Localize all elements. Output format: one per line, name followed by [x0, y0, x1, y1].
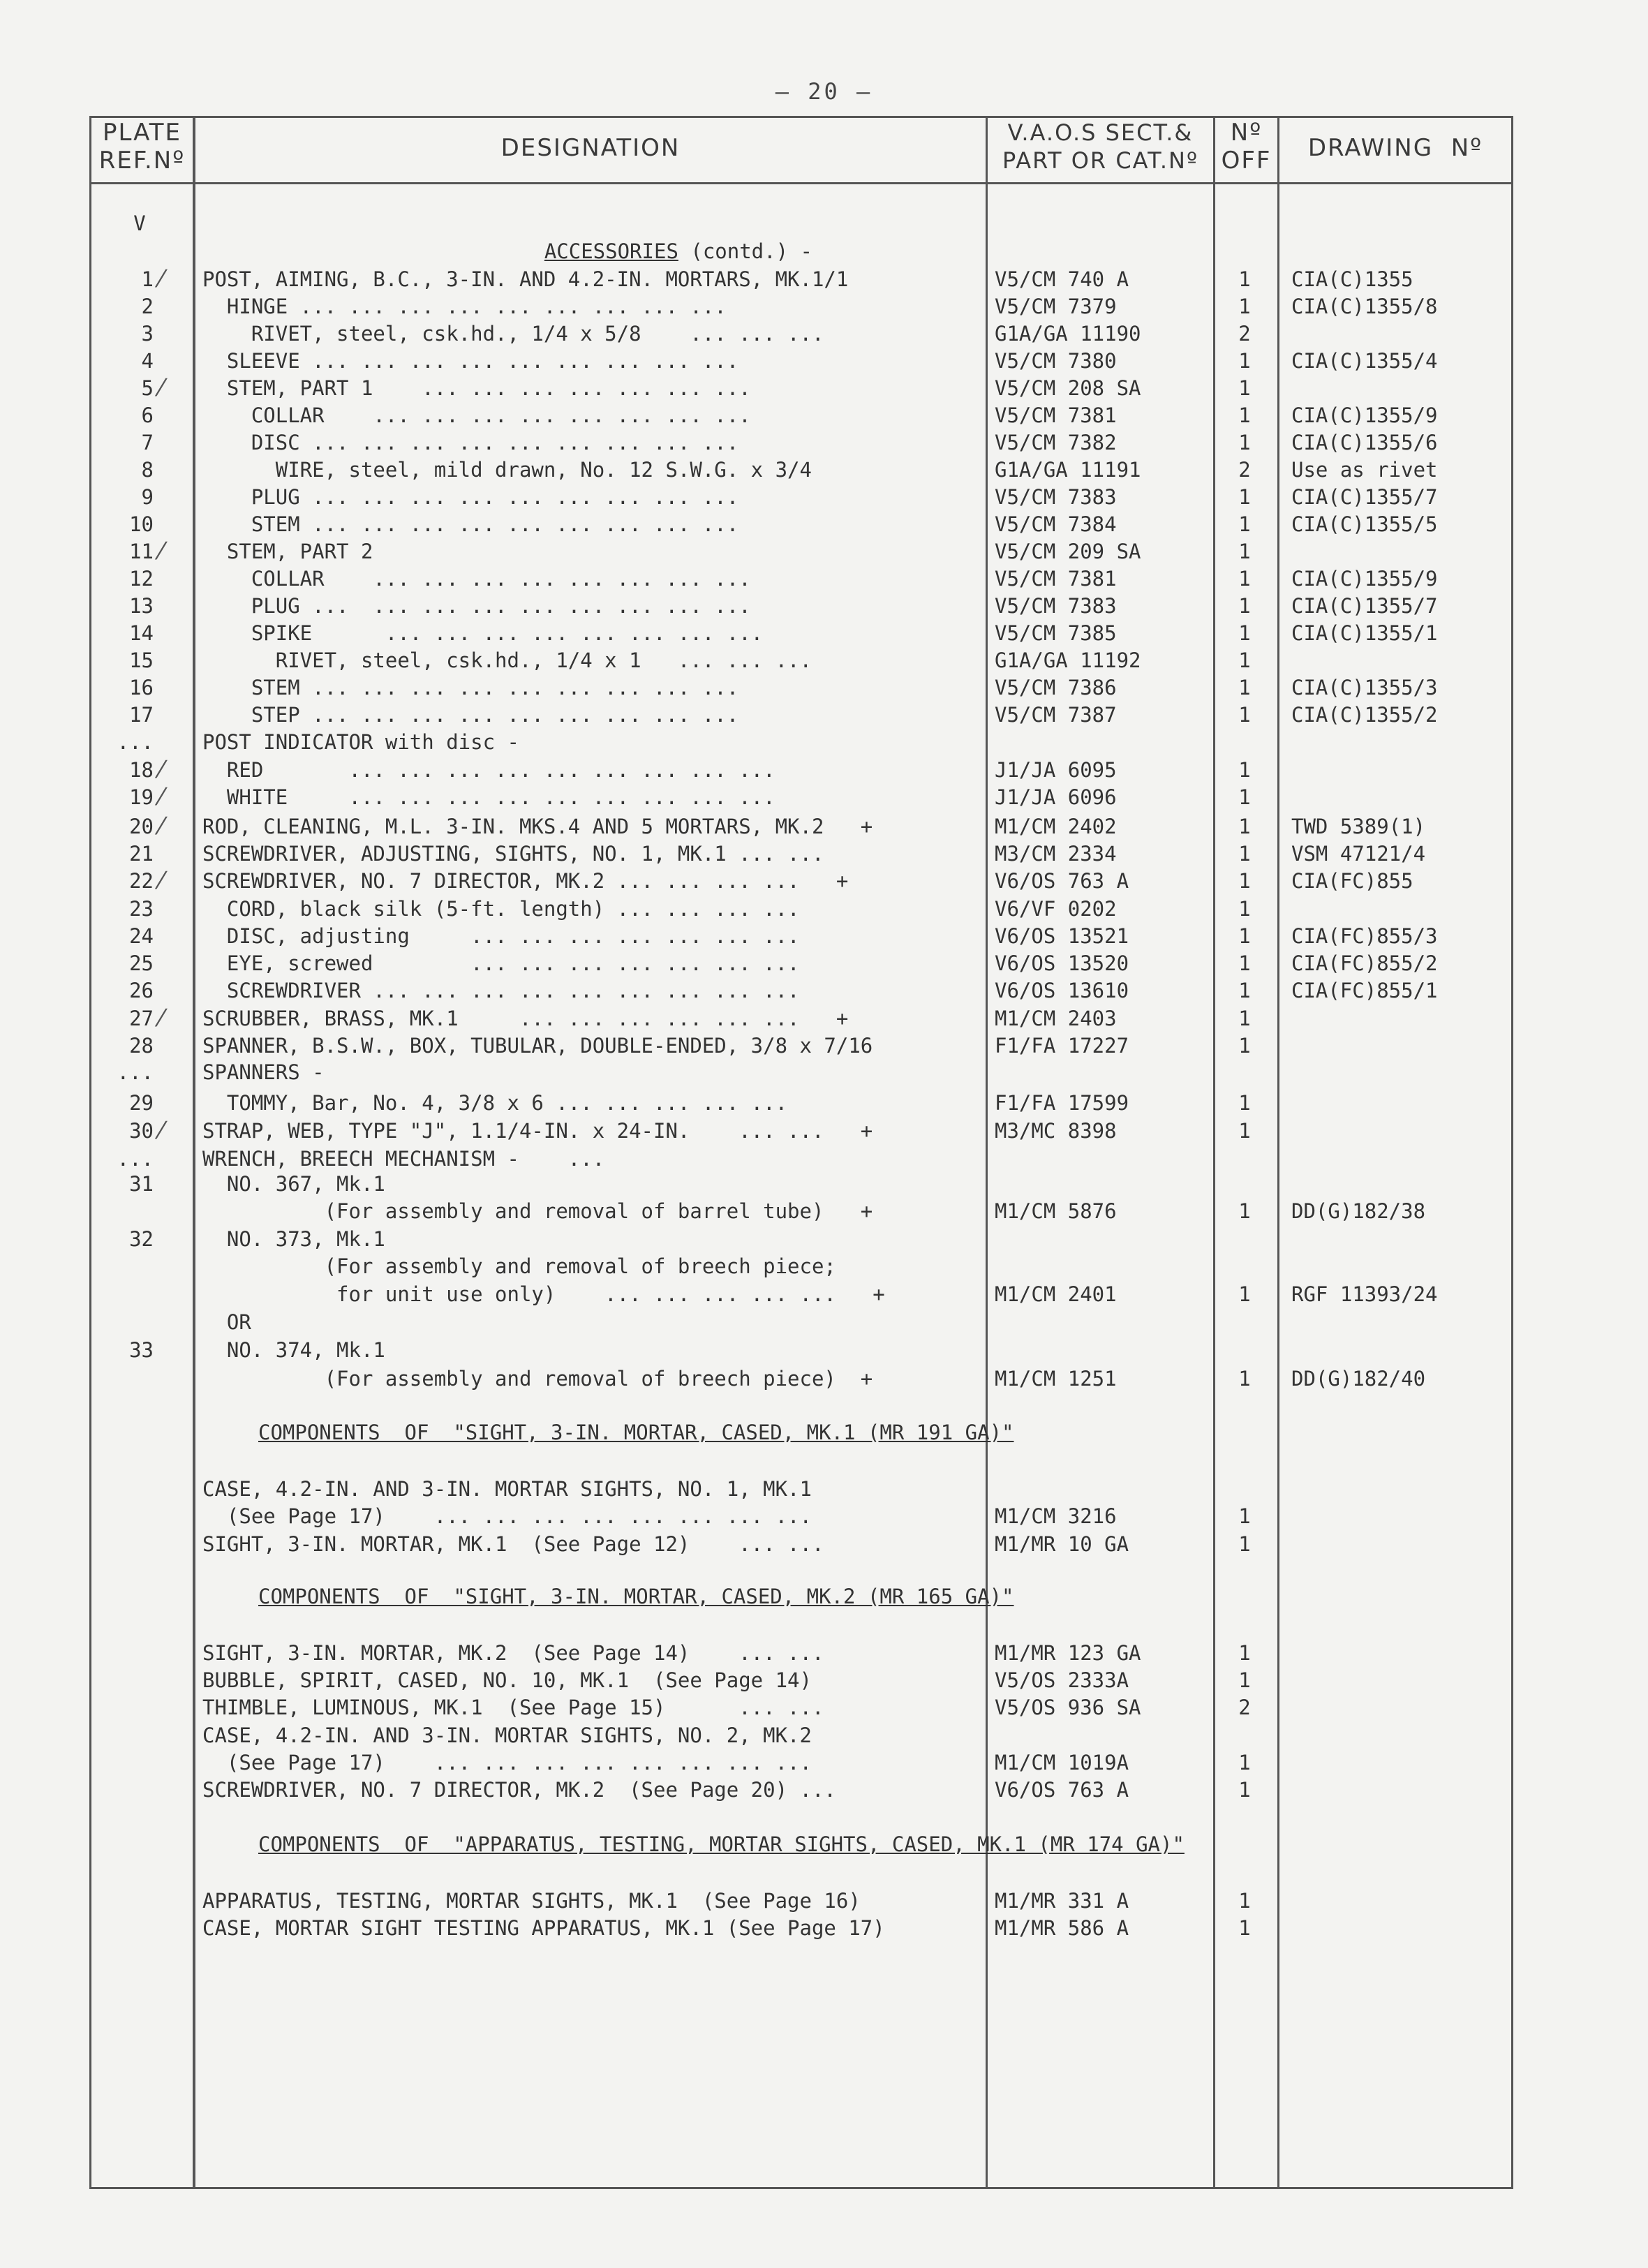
- designation: SPANNER, B.S.W., BOX, TUBULAR, DOUBLE-ENDED, 3/8 x 7/16: [202, 1034, 873, 1058]
- table-row: [0, 783, 1648, 811]
- part-number: M1/CM 1019A: [995, 1751, 1129, 1774]
- header-plate-ref-line1: PLATE: [102, 119, 182, 147]
- drawing-number: CIA(C)1355/2: [1291, 703, 1438, 727]
- quantity-off: 1: [1238, 1199, 1251, 1223]
- table-row: [0, 374, 1648, 402]
- drawing-number: DD(G)182/38: [1291, 1199, 1426, 1223]
- table-row: [0, 538, 1648, 565]
- tick-mark-icon: ⁄: [159, 265, 163, 293]
- part-number: M1/CM 2402: [995, 815, 1117, 838]
- designation: NO. 367, Mk.1: [202, 1172, 385, 1196]
- designation: for unit use only) ... ... ... ... ... +: [202, 1282, 885, 1306]
- plate-ref: 16: [129, 676, 154, 699]
- plate-ref: 31: [129, 1172, 154, 1196]
- designation: STEM, PART 2: [202, 540, 373, 563]
- designation: (For assembly and removal of breech piece) +: [202, 1367, 873, 1391]
- part-number: V5/CM 7384: [995, 512, 1117, 536]
- designation: (For assembly and removal of barrel tube) +: [202, 1199, 873, 1223]
- plate-ref: 32: [129, 1227, 154, 1251]
- quantity-off: 1: [1238, 1532, 1251, 1556]
- table-row: [0, 728, 1648, 756]
- quantity-off: 1: [1238, 703, 1251, 727]
- designation: (For assembly and removal of breech piece;: [202, 1254, 836, 1278]
- designation: SCREWDRIVER, ADJUSTING, SIGHTS, NO. 1, MK.1 ... ...: [202, 842, 824, 866]
- part-number: V5/CM 7379: [995, 295, 1117, 318]
- quantity-off: 1: [1238, 512, 1251, 536]
- part-number: M1/CM 5876: [995, 1199, 1117, 1223]
- quantity-off: 1: [1238, 431, 1251, 454]
- drawing-number: Use as rivet: [1291, 458, 1438, 482]
- designation: RIVET, steel, csk.hd., 1/4 x 5/8 ... ... ...: [202, 322, 824, 346]
- designation: TOMMY, Bar, No. 4, 3/8 x 6 ... ... ... ... ...: [202, 1091, 788, 1115]
- part-number: M1/MR 331 A: [995, 1889, 1129, 1913]
- table-row: [0, 1693, 1648, 1721]
- table-row: [0, 1170, 1648, 1198]
- part-number: V6/OS 763 A: [995, 869, 1129, 893]
- designation: (See Page 17) ... ... ... ... ... ... ... ...: [202, 1751, 812, 1774]
- designation: POST INDICATOR with disc -: [202, 730, 519, 754]
- part-number: V6/OS 13610: [995, 979, 1129, 1002]
- quantity-off: 1: [1238, 1504, 1251, 1528]
- quantity-off: 2: [1238, 1696, 1251, 1719]
- quantity-off: 1: [1238, 869, 1251, 893]
- plate-ref: 20: [129, 815, 154, 838]
- table-row: [0, 1502, 1648, 1530]
- drawing-number: CIA(C)1355/4: [1291, 349, 1438, 373]
- table-row: [0, 483, 1648, 511]
- quantity-off: 1: [1238, 1778, 1251, 1802]
- part-number: M3/CM 2334: [995, 842, 1117, 866]
- components-section-title: COMPONENTS OF "SIGHT, 3-IN. MORTAR, CASED, MK.1 (MR 191 GA)": [258, 1421, 1014, 1444]
- part-number: M1/CM 2401: [995, 1282, 1117, 1306]
- part-number: V6/OS 763 A: [995, 1778, 1129, 1802]
- quantity-off: 1: [1238, 979, 1251, 1002]
- part-number: M1/CM 3216: [995, 1504, 1117, 1528]
- plate-ref: 7: [141, 431, 154, 454]
- part-number: V5/CM 208 SA: [995, 376, 1141, 400]
- table-row: [0, 1280, 1648, 1308]
- quantity-off: 1: [1238, 295, 1251, 318]
- drawing-number: CIA(C)1355/7: [1291, 594, 1438, 618]
- header-part-line2: PART OR CAT.Nº: [1002, 147, 1199, 174]
- tick-mark-icon: ⁄: [159, 374, 163, 402]
- quantity-off: 2: [1238, 322, 1251, 346]
- quantity-off: 2: [1238, 458, 1251, 482]
- designation: WHITE ... ... ... ... ... ... ... ... ...: [202, 785, 775, 809]
- header-drawing: DRAWING Nº: [1307, 134, 1483, 162]
- designation: STEM, PART 1 ... ... ... ... ... ... ...: [202, 376, 751, 400]
- table-row: [0, 1225, 1648, 1253]
- part-number: V5/CM 740 A: [995, 267, 1129, 291]
- part-number: V6/OS 13520: [995, 951, 1129, 975]
- drawing-number: TWD 5389(1): [1291, 815, 1426, 838]
- quantity-off: 1: [1238, 1751, 1251, 1774]
- part-number: M1/CM 1251: [995, 1367, 1117, 1391]
- plate-ref: 27: [129, 1007, 154, 1030]
- part-number: G1A/GA 11190: [995, 322, 1141, 346]
- plate-ref: 21: [129, 842, 154, 866]
- designation: SCREWDRIVER, NO. 7 DIRECTOR, MK.2 (See Page 20) ...: [202, 1778, 836, 1802]
- table-row: [0, 949, 1648, 977]
- quantity-off: 1: [1238, 1119, 1251, 1143]
- plate-ref: 8: [141, 458, 154, 482]
- plate-ref: 2: [141, 295, 154, 318]
- table-row: [0, 401, 1648, 429]
- quantity-off: 1: [1238, 897, 1251, 921]
- tick-mark-icon: ⁄: [159, 538, 163, 565]
- plate-ref: ...: [117, 1147, 154, 1171]
- designation: POST, AIMING, B.C., 3-IN. AND 4.2-IN. MORTARS, MK.1/1: [202, 267, 849, 291]
- tick-mark-icon: ⁄: [159, 756, 163, 784]
- plate-ref: 12: [129, 567, 154, 591]
- table-row: [0, 565, 1648, 593]
- designation: DISC, adjusting ... ... ... ... ... ... ...: [202, 924, 800, 948]
- quantity-off: 1: [1238, 594, 1251, 618]
- quantity-off: 1: [1238, 648, 1251, 672]
- table-row: [0, 1252, 1648, 1280]
- part-number: F1/FA 17599: [995, 1091, 1129, 1115]
- table-row: [0, 922, 1648, 950]
- quantity-off: 1: [1238, 676, 1251, 699]
- table-row: [0, 510, 1648, 538]
- plate-ref: 29: [129, 1091, 154, 1115]
- plate-ref: 15: [129, 648, 154, 672]
- section-title: ACCESSORIES: [544, 239, 678, 263]
- plate-ref: 33: [129, 1338, 154, 1362]
- designation: NO. 373, Mk.1: [202, 1227, 385, 1251]
- part-number: V5/CM 209 SA: [995, 540, 1141, 563]
- table-row: [0, 895, 1648, 923]
- table-row: [0, 1530, 1648, 1558]
- drawing-number: DD(G)182/40: [1291, 1367, 1426, 1391]
- quantity-off: 1: [1238, 785, 1251, 809]
- plate-ref: 5: [141, 376, 154, 400]
- table-row: [0, 292, 1648, 320]
- part-number: M1/MR 586 A: [995, 1916, 1129, 1940]
- drawing-number: CIA(FC)855/2: [1291, 951, 1438, 975]
- table-row: [0, 1365, 1648, 1393]
- tick-mark-icon: ⁄: [159, 783, 163, 811]
- table-row: [0, 592, 1648, 620]
- drawing-number: CIA(C)1355: [1291, 267, 1413, 291]
- part-number: M3/MC 8398: [995, 1119, 1117, 1143]
- table-row: [0, 977, 1648, 1005]
- plate-ref: 23: [129, 897, 154, 921]
- quantity-off: 1: [1238, 758, 1251, 782]
- quantity-off: 1: [1238, 924, 1251, 948]
- plate-ref: 14: [129, 621, 154, 645]
- table-row: [0, 1336, 1648, 1364]
- designation: SIGHT, 3-IN. MORTAR, MK.1 (See Page 12) ... ...: [202, 1532, 824, 1556]
- part-number: V5/CM 7383: [995, 594, 1117, 618]
- table-row: [0, 1117, 1648, 1145]
- designation: THIMBLE, LUMINOUS, MK.1 (See Page 15) ... ...: [202, 1696, 824, 1719]
- drawing-number: CIA(C)1355/9: [1291, 567, 1438, 591]
- page-number: — 20 —: [775, 78, 873, 105]
- quantity-off: 1: [1238, 403, 1251, 427]
- table-row: [0, 456, 1648, 484]
- table-row: [0, 320, 1648, 348]
- table-row: [0, 840, 1648, 868]
- table-row: [0, 756, 1648, 784]
- quantity-off: 1: [1238, 1889, 1251, 1913]
- designation: APPARATUS, TESTING, MORTAR SIGHTS, MK.1 (See Page 16): [202, 1889, 861, 1913]
- designation: NO. 374, Mk.1: [202, 1338, 385, 1362]
- designation: OR: [202, 1310, 251, 1334]
- designation: HINGE ... ... ... ... ... ... ... ... ...: [202, 295, 727, 318]
- header-designation: DESIGNATION: [500, 134, 681, 162]
- designation: SLEEVE ... ... ... ... ... ... ... ... ...: [202, 349, 739, 373]
- designation: SCREWDRIVER, NO. 7 DIRECTOR, MK.2 ... ... ... ... +: [202, 869, 849, 893]
- part-number: M1/MR 10 GA: [995, 1532, 1129, 1556]
- drawing-number: RGF 11393/24: [1291, 1282, 1438, 1306]
- quantity-off: 1: [1238, 1641, 1251, 1665]
- plate-ref: ...: [117, 1060, 154, 1084]
- quantity-off: 1: [1238, 1916, 1251, 1940]
- part-number: V5/CM 7385: [995, 621, 1117, 645]
- components-section-title: COMPONENTS OF "APPARATUS, TESTING, MORTAR SIGHTS, CASED, MK.1 (MR 174 GA)": [258, 1832, 1185, 1856]
- part-number: V5/CM 7383: [995, 485, 1117, 509]
- quantity-off: 1: [1238, 540, 1251, 563]
- table-row: [0, 813, 1648, 840]
- part-number: V5/CM 7381: [995, 403, 1117, 427]
- designation: CASE, 4.2-IN. AND 3-IN. MORTAR SIGHTS, NO. 2, MK.2: [202, 1724, 812, 1747]
- quantity-off: 1: [1238, 349, 1251, 373]
- designation: BUBBLE, SPIRIT, CASED, NO. 10, MK.1 (See Page 14): [202, 1668, 812, 1692]
- header-plate-ref: [91, 119, 193, 175]
- part-number: G1A/GA 11192: [995, 648, 1141, 672]
- tick-mark-icon: ⁄: [159, 1117, 163, 1145]
- designation: SPANNERS -: [202, 1060, 325, 1084]
- header-plate-ref-line2: REF.Nº: [98, 147, 186, 175]
- quantity-off: 1: [1238, 1007, 1251, 1030]
- designation: WRENCH, BREECH MECHANISM - ...: [202, 1147, 605, 1171]
- table-row: [0, 1639, 1648, 1667]
- plate-ref: 13: [129, 594, 154, 618]
- table-row: [0, 867, 1648, 895]
- part-number: M1/CM 2403: [995, 1007, 1117, 1030]
- part-number: V6/OS 13521: [995, 924, 1129, 948]
- plate-ref: 17: [129, 703, 154, 727]
- table-row: [0, 1032, 1648, 1060]
- quantity-off: 1: [1238, 1034, 1251, 1058]
- designation: SCRUBBER, BRASS, MK.1 ... ... ... ... ... ... +: [202, 1007, 849, 1030]
- plate-ref: 4: [141, 349, 154, 373]
- drawing-number: VSM 47121/4: [1291, 842, 1426, 866]
- designation: SCREWDRIVER ... ... ... ... ... ... ... ... ...: [202, 979, 800, 1002]
- quantity-off: 1: [1238, 267, 1251, 291]
- drawing-number: CIA(FC)855: [1291, 869, 1413, 893]
- drawing-number: CIA(C)1355/3: [1291, 676, 1438, 699]
- plate-ref: 28: [129, 1034, 154, 1058]
- designation: EYE, screwed ... ... ... ... ... ... ...: [202, 951, 800, 975]
- plate-ref: 1: [141, 267, 154, 291]
- designation: DISC ... ... ... ... ... ... ... ... ...: [202, 431, 739, 454]
- section-heading: [0, 209, 1648, 263]
- designation: STEP ... ... ... ... ... ... ... ... ...: [202, 703, 739, 727]
- table-row: [0, 1197, 1648, 1225]
- designation: COLLAR ... ... ... ... ... ... ... ...: [202, 403, 751, 427]
- plate-ref: 6: [141, 403, 154, 427]
- plate-ref: 24: [129, 924, 154, 948]
- designation: STEM ... ... ... ... ... ... ... ... ...: [202, 512, 739, 536]
- table-row: [0, 1776, 1648, 1804]
- drawing-number: CIA(C)1355/7: [1291, 485, 1438, 509]
- designation: PLUG ... ... ... ... ... ... ... ... ...: [202, 485, 739, 509]
- designation: CORD, black silk (5-ft. length) ... ... ... ...: [202, 897, 800, 921]
- table-row: [0, 619, 1648, 647]
- drawing-number: CIA(FC)855/3: [1291, 924, 1438, 948]
- quantity-off: 1: [1238, 1668, 1251, 1692]
- quantity-off: 1: [1238, 376, 1251, 400]
- plate-ref: 26: [129, 979, 154, 1002]
- quantity-off: 1: [1238, 1367, 1251, 1391]
- quantity-off: 1: [1238, 567, 1251, 591]
- designation: PLUG ... ... ... ... ... ... ... ... ...: [202, 594, 751, 618]
- part-number: J1/JA 6095: [995, 758, 1117, 782]
- plate-ref: ...: [117, 730, 154, 754]
- table-row: [0, 1887, 1648, 1915]
- header-off-line1: Nº: [1230, 119, 1263, 147]
- table-row: [0, 1145, 1648, 1173]
- part-number: J1/JA 6096: [995, 785, 1117, 809]
- designation: CASE, MORTAR SIGHT TESTING APPARATUS, MK.1 (See Page 17): [202, 1916, 885, 1940]
- designation: CASE, 4.2-IN. AND 3-IN. MORTAR SIGHTS, NO. 1, MK.1: [202, 1477, 812, 1501]
- designation: SIGHT, 3-IN. MORTAR, MK.2 (See Page 14) ... ...: [202, 1641, 824, 1665]
- part-number: G1A/GA 11191: [995, 458, 1141, 482]
- quantity-off: 1: [1238, 621, 1251, 645]
- section-ref: V: [133, 212, 146, 235]
- quantity-off: 1: [1238, 951, 1251, 975]
- table-row: [0, 674, 1648, 702]
- drawing-number: CIA(C)1355/8: [1291, 295, 1438, 318]
- quantity-off: 1: [1238, 842, 1251, 866]
- table-row: [0, 1475, 1648, 1503]
- table-row: [0, 1721, 1648, 1749]
- drawing-number: CIA(C)1355/5: [1291, 512, 1438, 536]
- designation: RED ... ... ... ... ... ... ... ... ...: [202, 758, 775, 782]
- tick-mark-icon: ⁄: [159, 867, 163, 895]
- plate-ref: 22: [129, 869, 154, 893]
- drawing-number: CIA(C)1355/6: [1291, 431, 1438, 454]
- quantity-off: 1: [1238, 815, 1251, 838]
- table-row: [0, 646, 1648, 674]
- part-number: V5/CM 7386: [995, 676, 1117, 699]
- table-row: [0, 1089, 1648, 1117]
- table-row: [0, 1914, 1648, 1942]
- designation: STEM ... ... ... ... ... ... ... ... ...: [202, 676, 739, 699]
- header-off-line2: OFF: [1221, 147, 1272, 175]
- designation: COLLAR ... ... ... ... ... ... ... ...: [202, 567, 751, 591]
- part-number: V5/CM 7387: [995, 703, 1117, 727]
- plate-ref: 25: [129, 951, 154, 975]
- designation: WIRE, steel, mild drawn, No. 12 S.W.G. x 3/4: [202, 458, 812, 482]
- plate-ref: 10: [129, 512, 154, 536]
- designation: RIVET, steel, csk.hd., 1/4 x 1 ... ... ...: [202, 648, 812, 672]
- part-number: V6/VF 0202: [995, 897, 1117, 921]
- tick-mark-icon: ⁄: [159, 813, 163, 840]
- components-section-title: COMPONENTS OF "SIGHT, 3-IN. MORTAR, CASED, MK.2 (MR 165 GA)": [258, 1585, 1014, 1608]
- header-off: [1215, 119, 1277, 175]
- drawing-number: CIA(C)1355/9: [1291, 403, 1438, 427]
- tick-mark-icon: ⁄: [159, 1005, 163, 1032]
- drawing-number: CIA(C)1355/1: [1291, 621, 1438, 645]
- table-row: [0, 347, 1648, 375]
- table-row: [0, 1666, 1648, 1694]
- part-number: V5/OS 2333A: [995, 1668, 1129, 1692]
- part-number: M1/MR 123 GA: [995, 1641, 1141, 1665]
- table-row: [0, 701, 1648, 729]
- plate-ref: 11: [129, 540, 154, 563]
- table-row: [0, 1749, 1648, 1777]
- plate-ref: 19: [129, 785, 154, 809]
- section-suffix: (contd.) -: [678, 239, 812, 263]
- plate-ref: 3: [141, 322, 154, 346]
- designation: SPIKE ... ... ... ... ... ... ... ...: [202, 621, 764, 645]
- designation: STRAP, WEB, TYPE "J", 1.1/4-IN. x 24-IN. ... ... +: [202, 1119, 873, 1143]
- drawing-number: CIA(FC)855/1: [1291, 979, 1438, 1002]
- plate-ref: 30: [129, 1119, 154, 1143]
- quantity-off: 1: [1238, 1091, 1251, 1115]
- plate-ref: 18: [129, 758, 154, 782]
- designation: ROD, CLEANING, M.L. 3-IN. MKS.4 AND 5 MORTARS, MK.2 +: [202, 815, 873, 838]
- table-row: [0, 429, 1648, 457]
- quantity-off: 1: [1238, 485, 1251, 509]
- part-number: V5/CM 7380: [995, 349, 1117, 373]
- table-row: [0, 1058, 1648, 1086]
- part-number: V5/CM 7381: [995, 567, 1117, 591]
- table-row: [0, 265, 1648, 293]
- table-row: [0, 1308, 1648, 1336]
- part-number: V5/OS 936 SA: [995, 1696, 1141, 1719]
- header-part-line1: V.A.O.S SECT.&: [1007, 119, 1194, 146]
- part-number: F1/FA 17227: [995, 1034, 1129, 1058]
- header-part: [988, 119, 1213, 175]
- plate-ref: 9: [141, 485, 154, 509]
- part-number: V5/CM 7382: [995, 431, 1117, 454]
- designation: (See Page 17) ... ... ... ... ... ... ... ...: [202, 1504, 812, 1528]
- quantity-off: 1: [1238, 1282, 1251, 1306]
- table-row: [0, 1005, 1648, 1032]
